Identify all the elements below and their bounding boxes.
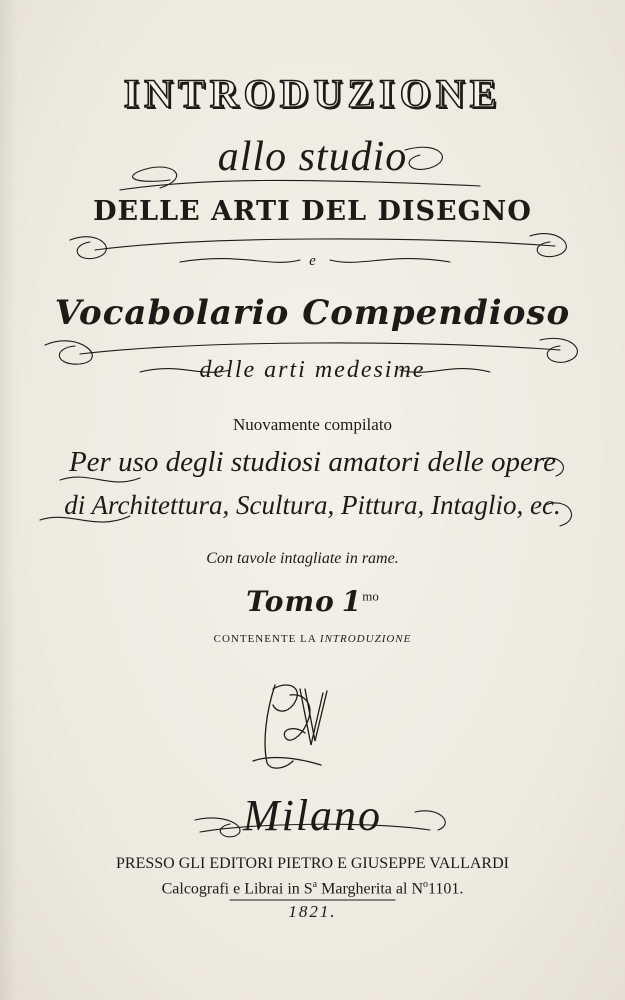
volume-suffix: mo	[362, 588, 379, 604]
address-prefix: Calcografi e Librai in S	[161, 880, 313, 898]
text-con-tavole: Con tavole intagliate in rame.	[206, 550, 399, 567]
address-sup: a	[312, 879, 318, 890]
title-delle-arti: DELLE ARTI DEL DISEGNO	[93, 196, 532, 227]
volume-number: 1	[341, 585, 363, 618]
text-per-uso: Per uso degli studiosi amatori delle opere	[68, 446, 557, 478]
publisher-line: PRESSO GLI EDITORI PIETRO E GIUSEPPE VALLARDI	[116, 855, 509, 872]
subtitle-allo-studio: allo studio	[217, 134, 408, 180]
text-di-architettura: di Architettura, Scultura, Pittura, Intaglio, ec.	[64, 490, 561, 520]
title-introduzione: INTRODUZIONE	[123, 71, 502, 116]
publisher-monogram	[245, 675, 330, 775]
address-line	[0, 879, 625, 898]
conjunction-e: e	[309, 253, 316, 269]
city-milano: Milano	[242, 791, 383, 840]
contents-line	[0, 633, 625, 645]
title-vocabolario: Vocabolario Compendioso	[54, 293, 571, 333]
address-street: Margherita al N	[321, 880, 423, 898]
subtitle-delle-arti-medesime: delle arti medesime	[199, 357, 426, 383]
contents-prefix: CONTENENTE LA	[213, 633, 317, 645]
volume-word: Tomo	[246, 585, 335, 618]
contents-title: INTRODUZIONE	[319, 633, 412, 645]
address-number: 1101.	[428, 880, 464, 898]
address-no-sup: o	[423, 879, 428, 890]
year: 1821.	[288, 902, 337, 921]
volume-label	[0, 585, 625, 619]
text-nuovamente-compilato: Nuovamente compilato	[232, 415, 393, 434]
